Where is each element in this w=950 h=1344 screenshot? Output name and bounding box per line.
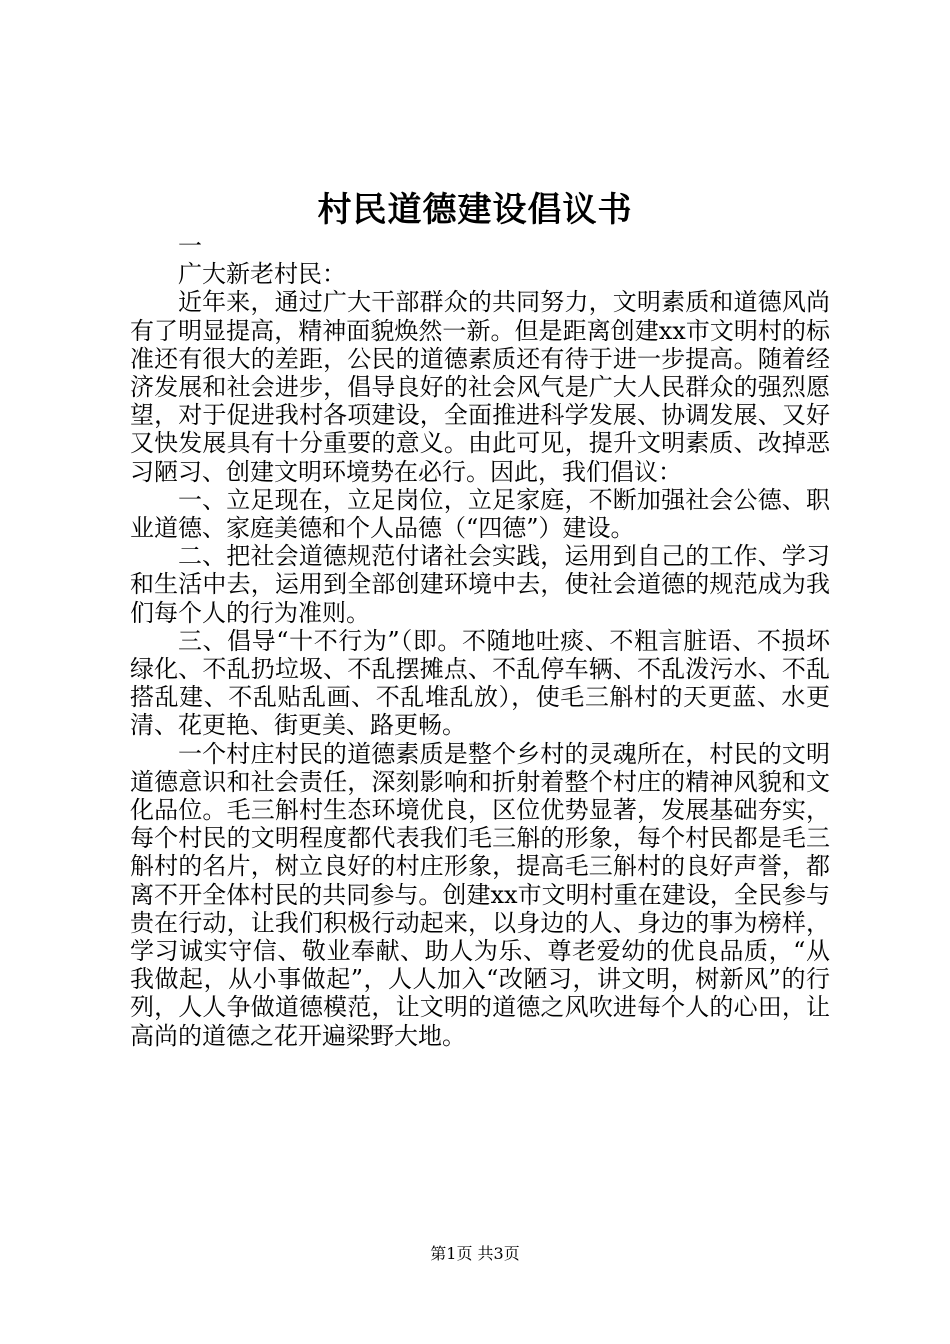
paragraph-heading-number: 一 bbox=[178, 232, 202, 260]
paragraph-closing: 一个村庄村民的道德素质是整个乡村的灵魂所在，村民的文明道德意识和社会责任，深刻影响和折射着整个村庄的精神风貌和文化品位。毛三斛村生态环境优良，区位优势显著，发展基础夯实，每个村民的文明程度都代表我们毛三斛的形象，每个村民都是毛三斛村的名片，树立良好的村庄形象，提高毛三斛村的良好声誉，都离不开全体村民的共同参与。创建xx市文明村重在建设，全民参与贵在行动，让我们积极行动起来，以身边的人、身边的事为榜样，学习诚实守信、敬业奉献、助人为乐、尊老爱幼的优良品质，“从我做起，从小事做起”，人人加入“改陋习，讲文明，树新风”的行列，人人争做道德模范，让文明的道德之风吹进每个人的心田，让高尚的道德之花开遍梁野大地。 bbox=[130, 739, 830, 1050]
document-title: 村民道德建设倡议书 bbox=[317, 190, 633, 230]
document-body bbox=[130, 232, 830, 1050]
paragraph-salutation: 广大新老村民： bbox=[178, 260, 346, 289]
page-number: 第1页 共3页 bbox=[430, 1244, 520, 1263]
paragraph-intro: 近年来，通过广大干部群众的共同努力，文明素质和道德风尚有了明显提高，精神面貌焕然一新。但是距离创建xx市文明村的标准还有很大的差距，公民的道德素质还有待于进一步提高。随着经济发展和社会进步，倡导良好的社会风气是广大人民群众的强烈愿望，对于促进我村各项建设，全面推进科学发展、协调发展、又好又快发展具有十分重要的意义。由此可见，提升文明素质、改掉恶习陋习、创建文明环境势在必行。因此，我们倡议： bbox=[130, 288, 830, 486]
paragraph-proposal-1: 一、立足现在，立足岗位，立足家庭，不断加强社会公德、职业道德、家庭美德和个人品德（“四德”）建设。 bbox=[130, 485, 830, 543]
paragraph-proposal-3: 三、倡导“十不行为”（即。不随地吐痰、不粗言脏语、不损坏绿化、不乱扔垃圾、不乱摆摊点、不乱停车辆、不乱泼污水、不乱搭乱建、不乱贴乱画、不乱堆乱放），使毛三斛村的天更蓝、水更清、花更艳、街更美、路更畅。 bbox=[130, 626, 830, 740]
paragraph-proposal-2: 二、把社会道德规范付诸社会实践，运用到自己的工作、学习和生活中去，运用到全部创建环境中去，使社会道德的规范成为我们每个人的行为准则。 bbox=[130, 542, 830, 627]
